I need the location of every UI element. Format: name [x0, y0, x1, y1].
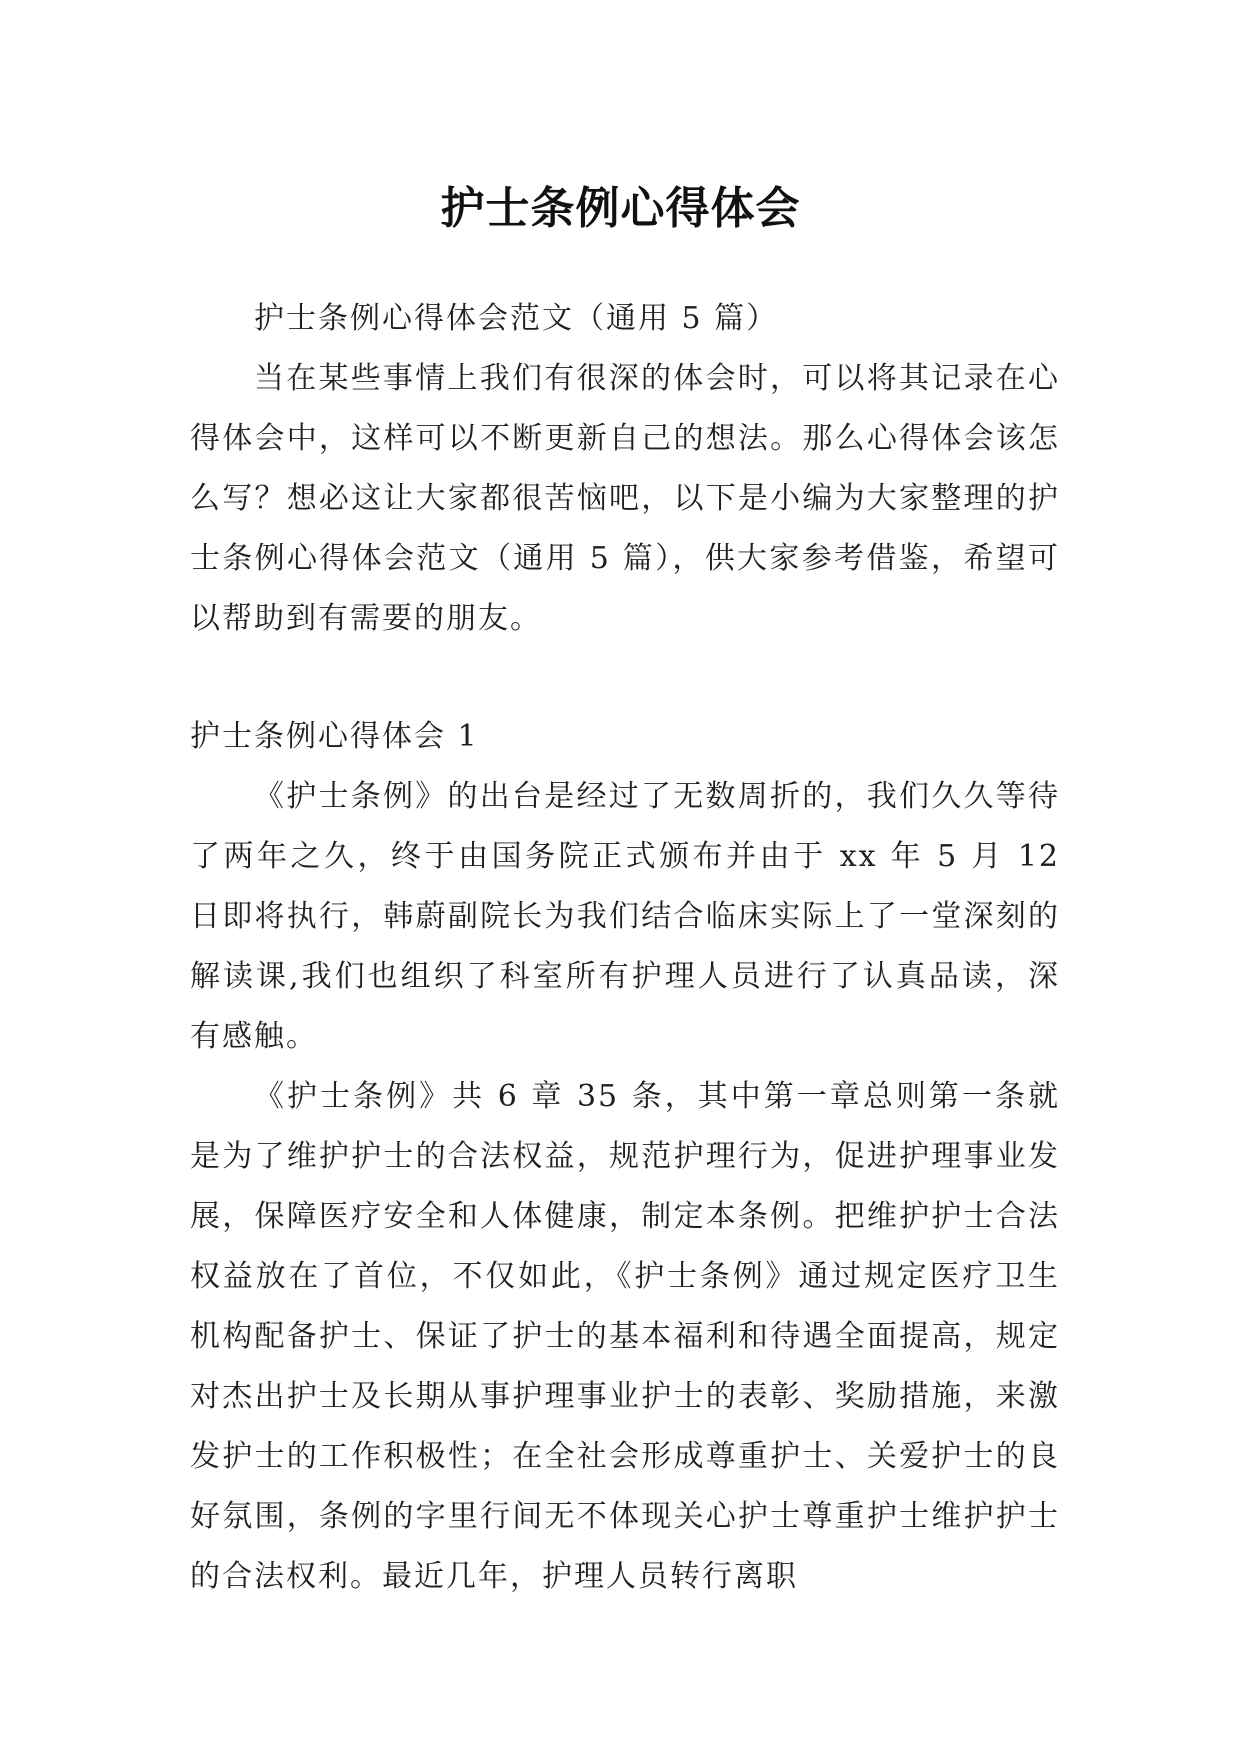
document-title: 护士条例心得体会	[440, 183, 801, 235]
document-body	[190, 289, 1060, 1607]
intro-paragraph: 当在某些事情上我们有很深的体会时，可以将其记录在心得体会中，这样可以不断更新自己的想法。那么心得体会该怎么写？想必这让大家都很苦恼吧，以下是小编为大家整理的护士条例心得体会范文（通用 5 篇），供大家参考借鉴，希望可以帮助到有需要的朋友。	[190, 361, 1060, 636]
subtitle-paragraph: 护士条例心得体会范文（通用 5 篇）	[254, 301, 779, 336]
section-heading: 护士条例心得体会 1	[190, 719, 479, 754]
section-paragraph-2: 《护士条例》共 6 章 35 条，其中第一章总则第一条就是为了维护护士的合法权益，规范护理行为，促进护理事业发展，保障医疗安全和人体健康，制定本条例。把维护护士合法权益放在了首位，不仅如此，《护士条例》通过规定医疗卫生机构配备护士、保证了护士的基本福利和待遇全面提高，规定对杰出护士及长期从事护理事业护士的表彰、奖励措施，来激发护士的工作积极性；在全社会形成尊重护士、关爱护士的良好氛围，条例的字里行间无不体现关心护士尊重护士维护护士的合法权利。最近几年，护理人员转行离职	[190, 1079, 1060, 1594]
section-spacer	[190, 649, 1060, 707]
section-paragraph-1: 《护士条例》的出台是经过了无数周折的，我们久久等待了两年之久，终于由国务院正式颁布并由于 xx 年 5 月 12 日即将执行，韩蔚副院长为我们结合临床实际上了一堂深刻的解读课,我们也组织了科室所有护理人员进行了认真品读，深有感触。	[190, 779, 1060, 1054]
